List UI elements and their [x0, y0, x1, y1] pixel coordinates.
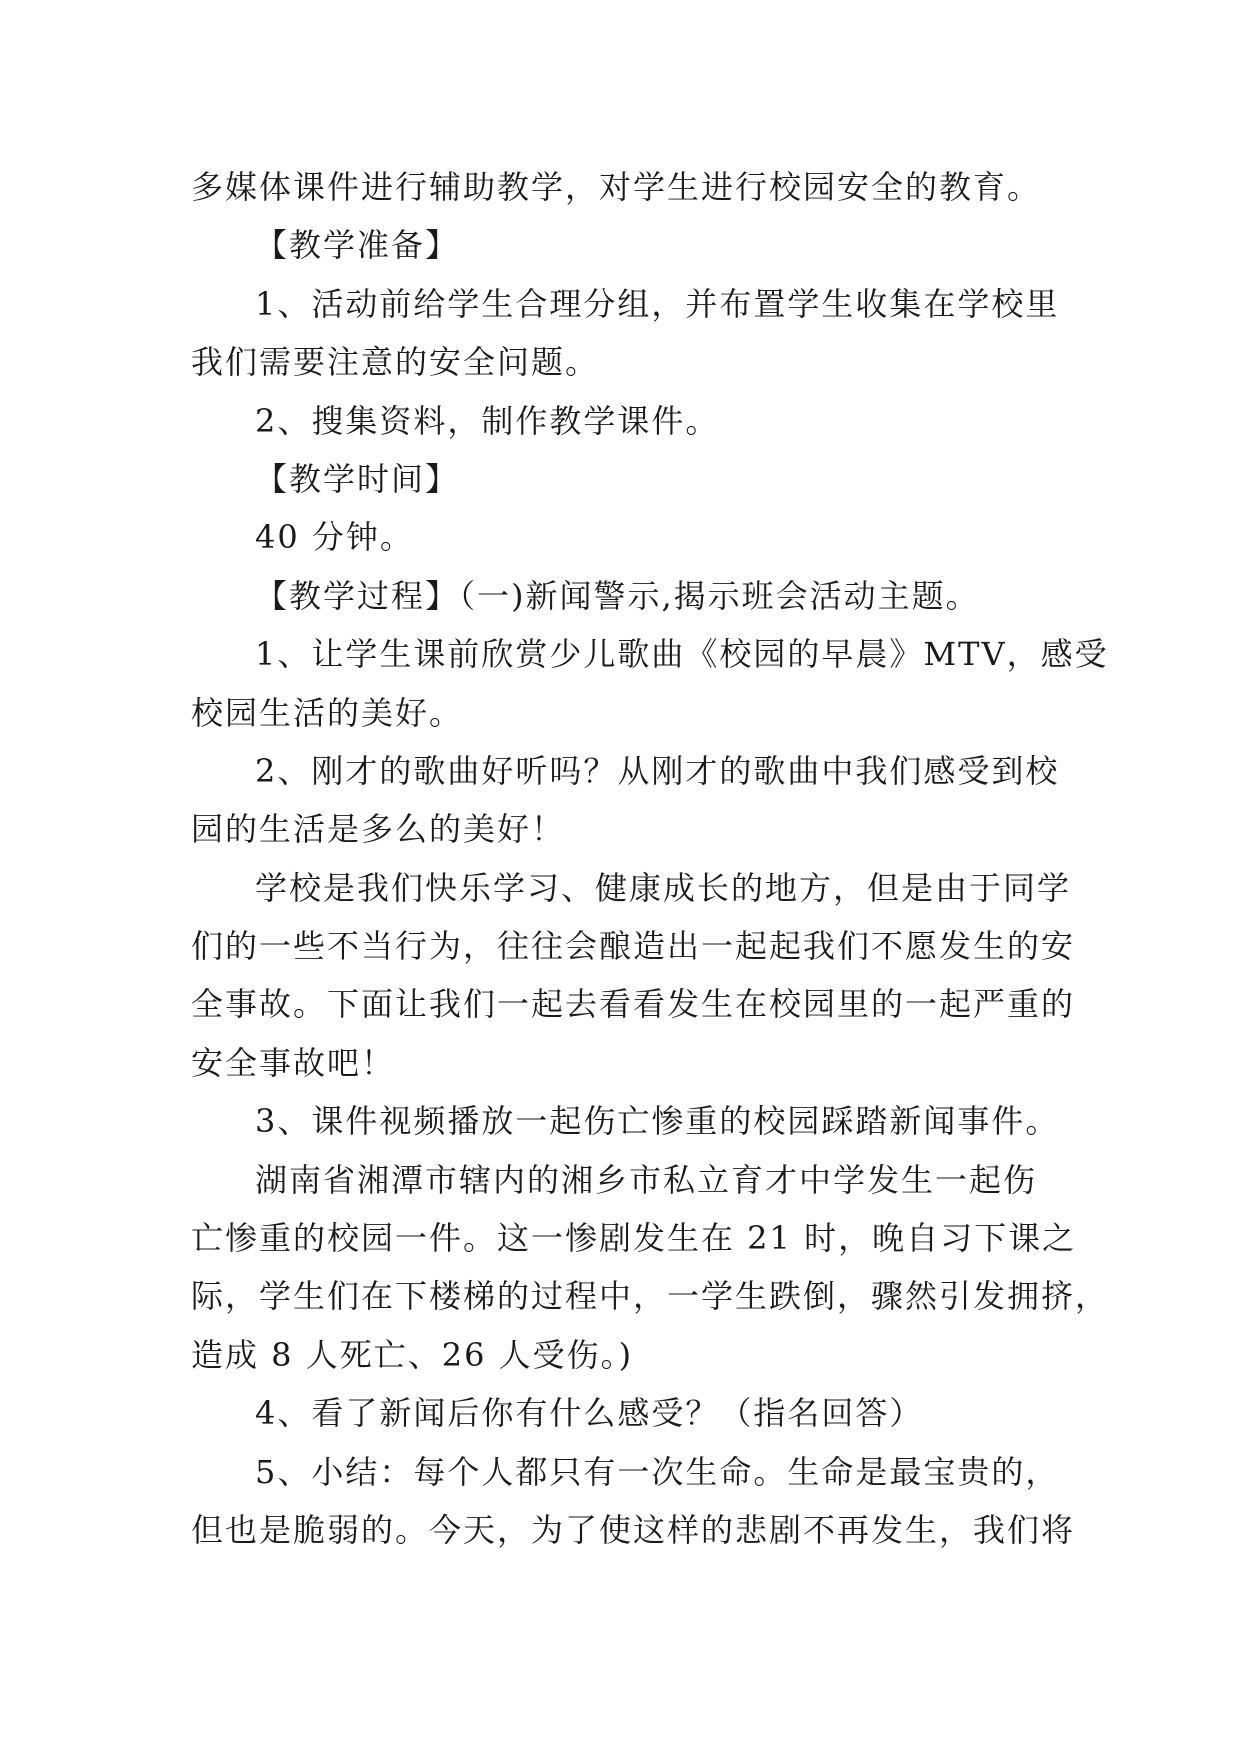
text-line: 安全事故吧！ [191, 1043, 396, 1082]
text-line: 造成 8 人死亡、26 人受伤。) [191, 1335, 634, 1374]
text-line: 们的一些不当行为，往往会酿造出一起起我们不愿发生的安 [191, 927, 1076, 966]
text-line: 【教学准备】 [255, 226, 460, 265]
text-line: 全事故。下面让我们一起去看看发生在校园里的一起严重的 [191, 985, 1076, 1024]
text-line: 多媒体课件进行辅助教学，对学生进行校园安全的教育。 [191, 168, 1042, 206]
text-line: 5、小结：每个人都只有一次生命。生命是最宝贵的， [255, 1452, 1060, 1491]
text-line: 4、看了新闻后你有什么感受？（指名回答） [255, 1394, 924, 1433]
text-line: 亡惨重的校园一件。这一惨剧发生在 21 时，晚自习下课之 [191, 1219, 1077, 1258]
text-line: 1、让学生课前欣赏少儿歌曲《校园的早晨》MTV，感受 [255, 635, 1109, 674]
text-line: 校园生活的美好。 [191, 693, 464, 732]
text-line: 2、搜集资料，制作教学课件。 [255, 401, 720, 440]
text-line: 园的生活是多么的美好！ [191, 810, 566, 849]
text-line: 【教学时间】 [255, 459, 460, 498]
text-line: 2、刚才的歌曲好听吗？从刚才的歌曲中我们感受到校 [255, 751, 1060, 790]
text-line: 40 分钟。 [255, 518, 414, 557]
text-line: 1、活动前给学生合理分组，并布置学生收集在学校里 [255, 284, 1060, 323]
text-line: 际，学生们在下楼梯的过程中，一学生跌倒，骤然引发拥挤， [191, 1277, 1110, 1316]
text-line: 但也是脆弱的。今天，为了使这样的悲剧不再发生，我们将 [191, 1510, 1076, 1549]
text-line: 学校是我们快乐学习、健康成长的地方，但是由于同学 [255, 868, 1072, 907]
document-body [191, 158, 1110, 1559]
text-line: 3、课件视频播放一起伤亡惨重的校园踩踏新闻事件。 [255, 1102, 1060, 1141]
text-line: 【教学过程】（一)新闻警示,揭示班会活动主题。 [255, 576, 980, 615]
text-line: 湖南省湘潭市辖内的湘乡市私立育才中学发生一起伤 [255, 1160, 1038, 1199]
text-line: 我们需要注意的安全问题。 [191, 343, 600, 382]
